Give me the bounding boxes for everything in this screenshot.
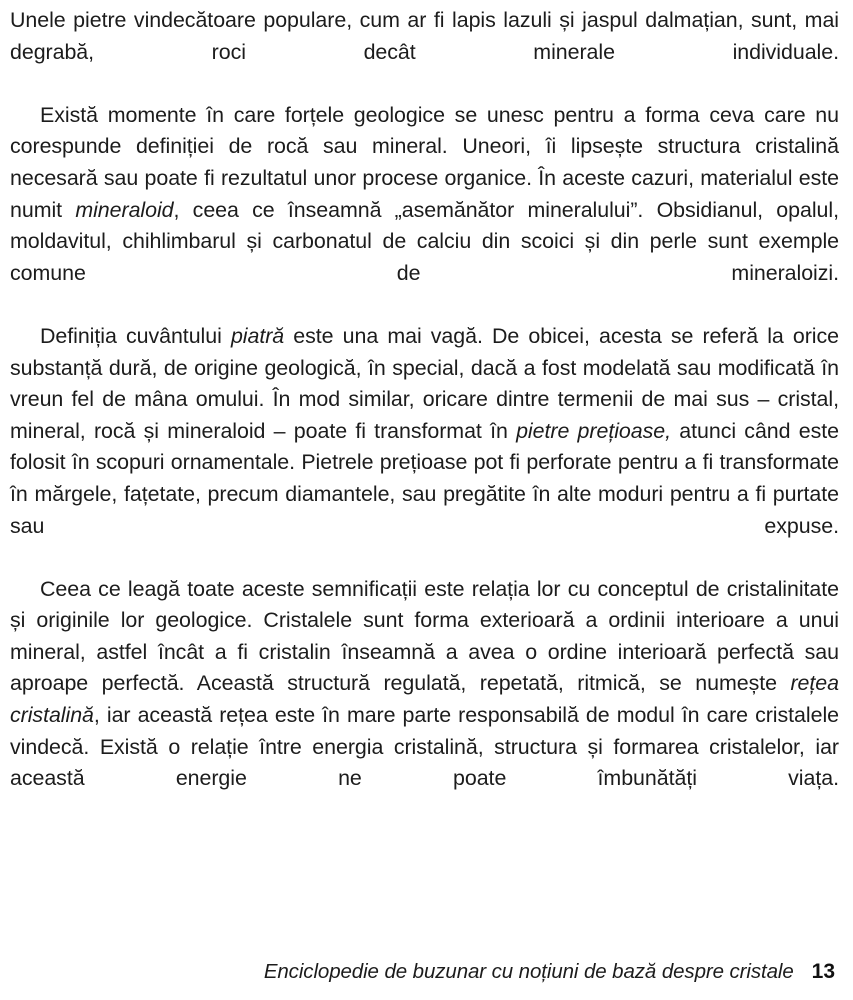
paragraph xyxy=(10,574,839,827)
text-run: Ceea ce leagă toate aceste semnificații este relația lor cu conceptul de cristalinitate și originile lor geologice. Cristalele sunt forma exterioară a ordinii interioare a unui mineral, astfel încât a fi cristalin înseamnă a avea o ordine interioară perfectă sau aproape perfectă. Această structură regulată, repetată, ritmică, se numește xyxy=(10,576,839,696)
text-run: , ceea ce înseamnă „asemănător mineralului”. Obsidianul, opalul, moldavitul, chihlimbarul și carbonatul de calciu din scoici și din perle sunt exemple comune de mineraloizi. xyxy=(10,197,839,285)
emphasis-term: rețea cristalină xyxy=(10,671,839,728)
text-run: Definiția cuvântului xyxy=(40,323,231,348)
page-footer xyxy=(0,960,853,994)
paragraph xyxy=(10,321,839,574)
emphasis-term: mineraloid xyxy=(75,197,174,222)
text-run: , iar această rețea este în mare parte responsabilă de modul în care cristalele vindecă. Există o relație între energia cristalină, structura și formarea cristalelor, iar această energie ne poate îmbunătăți viața. xyxy=(10,703,839,791)
body-text-block xyxy=(10,5,839,826)
paragraph xyxy=(10,100,839,321)
emphasis-term: piatră xyxy=(230,323,285,348)
text-run: Există momente în care forțele geologice se unesc pentru a forma ceva care nu corespunde definiției de rocă sau mineral. Uneori, îi lipsește structura cristalină necesară sau poate fi rezultatul unor procese organice. În aceste cazuri, materialul este numit xyxy=(10,102,839,222)
footer-page-number: 13 xyxy=(811,960,835,983)
emphasis-term: pietre prețioase, xyxy=(516,418,671,443)
paragraph xyxy=(10,5,839,100)
text-run: Unele pietre vindecătoare populare, cum ar fi lapis lazuli și jaspul dalmațian, sunt, mai degrabă, roci decât minerale individuale. xyxy=(10,8,839,64)
text-run: atunci când este folosit în scopuri ornamentale. Pietrele prețioase pot fi perforate pentru a fi transformate în mărgele, fațetate, precum diamantele, sau pregătite în alte moduri pentru a fi purtate sau expuse. xyxy=(10,418,839,538)
footer-running-title: Enciclopedie de buzunar cu noțiuni de bază despre cristale xyxy=(263,960,794,983)
text-run: este una mai vagă. De obicei, acesta se referă la orice substanță dură, de origine geologică, în special, dacă a fost modelată sau modificată în vreun fel de mâna omului. În mod similar, oricare dintre termenii de mai sus – cristal, mineral, rocă și mineraloid – poate fi transformat în xyxy=(10,323,839,443)
